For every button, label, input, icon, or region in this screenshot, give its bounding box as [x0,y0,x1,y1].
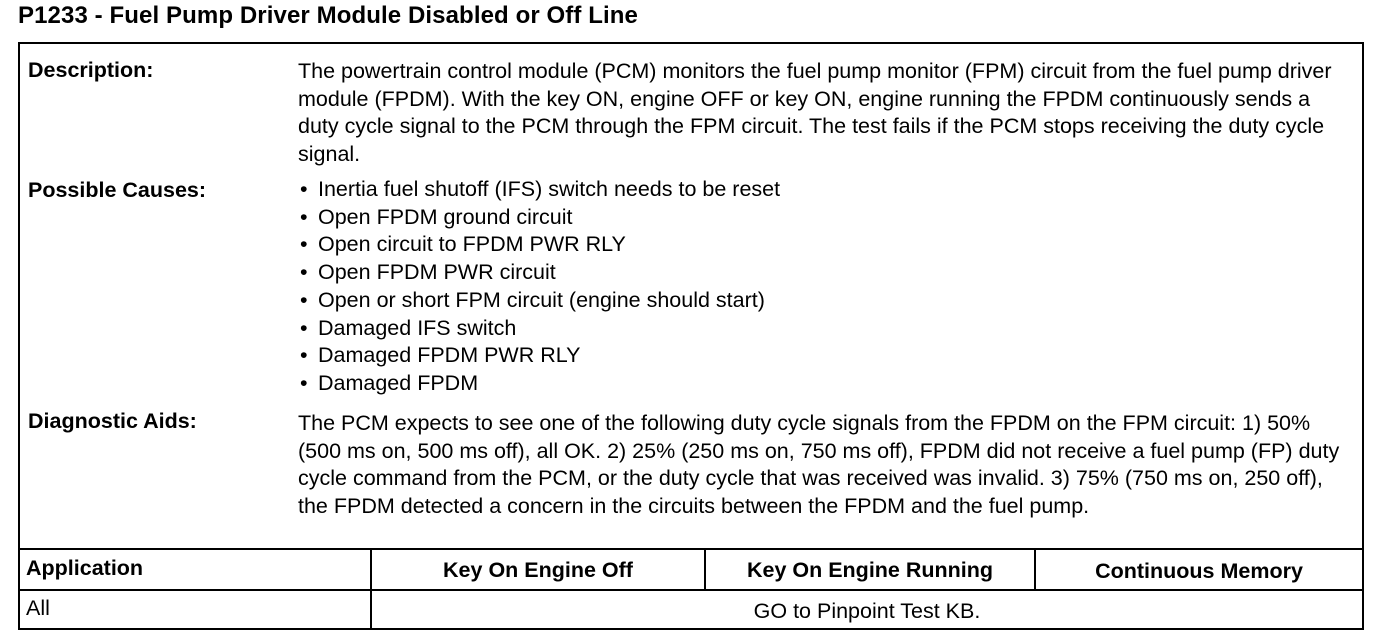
list-item [298,287,780,315]
cause-text: Open FPDM ground circuit [318,204,573,229]
application-value: All [26,596,50,620]
list-item [298,370,780,398]
bullet-icon: • [300,204,308,229]
pinpoint-test-instruction: GO to Pinpoint Test KB. [753,599,981,623]
dtc-table [18,42,1364,630]
cause-text: Damaged IFS switch [318,315,517,340]
list-item [298,342,780,370]
list-item [298,315,780,343]
diagnostic-aids-label: Diagnostic Aids: [28,409,197,433]
bullet-icon: • [300,315,308,340]
cause-text: Open or short FPM circuit (engine should start) [318,287,765,312]
table-divider [20,589,1362,591]
cause-text: Open circuit to FPDM PWR RLY [318,232,626,257]
header-key-on-engine-off: Key On Engine Off [443,558,633,582]
possible-causes-label: Possible Causes: [28,178,207,202]
bullet-icon: • [300,260,308,285]
header-continuous-memory: Continuous Memory [1095,559,1303,583]
list-item [298,204,780,232]
cause-text: Damaged FPDM PWR RLY [318,343,581,368]
bullet-icon: • [300,370,308,395]
list-item [298,176,780,204]
header-application: Application [26,556,144,580]
bullet-icon: • [300,287,308,312]
bullet-icon: • [300,343,308,368]
description-text: The powertrain control module (PCM) monitors the fuel pump monitor (FPM) circuit from the fuel pump driver module (FPDM). With the key ON, engine OFF or key ON, engine running the FPDM continuously sends a duty cycle signal to the PCM through the FPM circuit. The test fails if the PCM stops receiving the duty cycle signal. [298,59,1332,166]
list-item [298,259,780,287]
cause-text: Inertia fuel shutoff (IFS) switch needs to be reset [318,177,781,201]
header-key-on-engine-running: Key On Engine Running [746,558,994,582]
table-divider [20,548,1362,550]
bullet-icon: • [300,232,308,257]
cause-text: Open FPDM PWR circuit [318,260,556,285]
cause-text: Damaged FPDM [318,370,479,395]
possible-causes-list [298,176,780,398]
bullet-icon: • [300,177,308,201]
page-title: P1233 - Fuel Pump Driver Module Disabled or Off Line [18,2,638,29]
diagnostic-aids-text: The PCM expects to see one of the following duty cycle signals from the FPDM on the FPM circuit: 1) 50% (500 ms on, 500 ms off), all OK. 2) 25% (250 ms on, 750 ms off), FPDM did not receive a fuel pump (FP) duty cycle command from the PCM, or the duty cycle that was received was invalid. 3) 75% (750 ms on, 250 off), the FPDM detected a concern in the circuits between the FPDM and the fuel pump. [298,411,1340,518]
list-item [298,231,780,259]
description-label: Description: [28,58,154,82]
